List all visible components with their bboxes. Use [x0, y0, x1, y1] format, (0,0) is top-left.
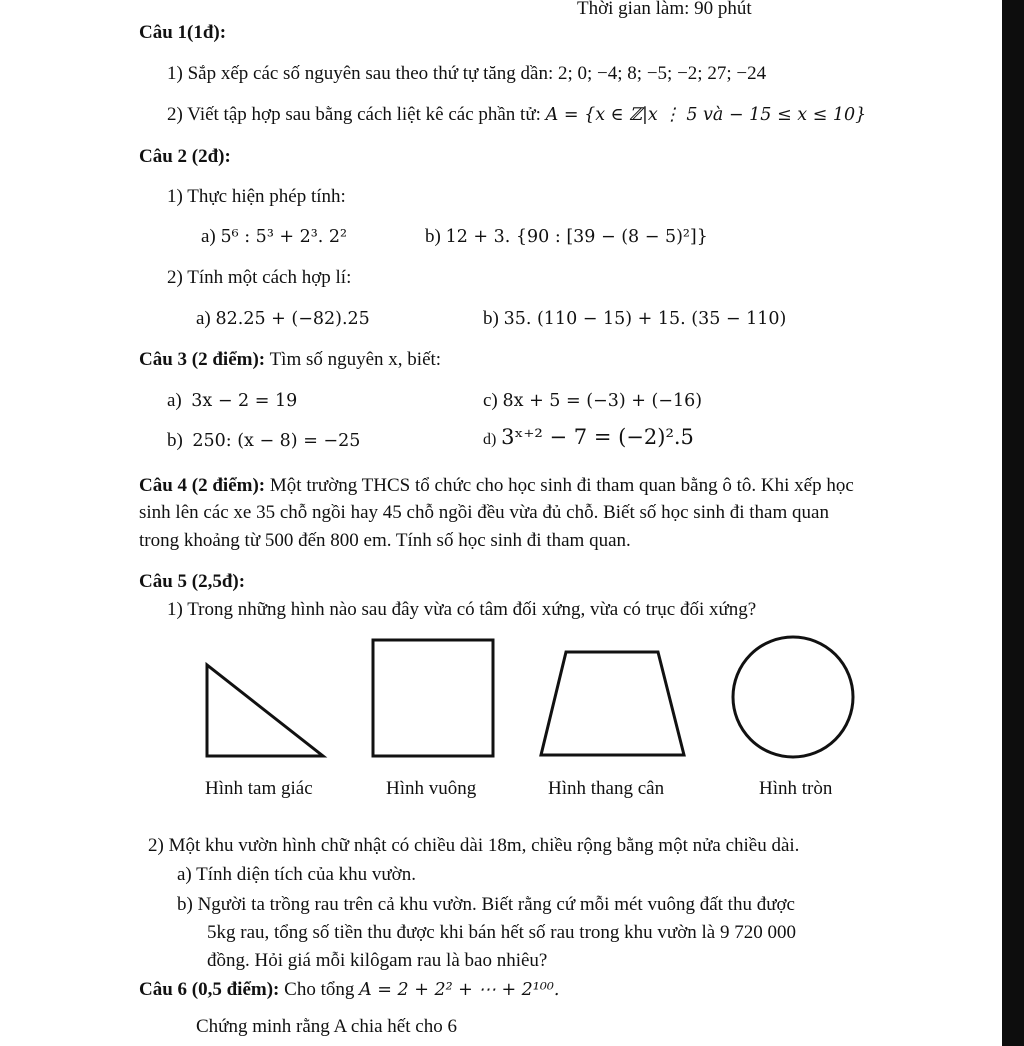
- shape-label-circle: Hình tròn: [759, 778, 833, 799]
- q3-a-expression: 3x − 2 = 19: [191, 391, 298, 411]
- q2-2a-label: a): [196, 308, 211, 329]
- q2-1b-label: b): [425, 226, 441, 247]
- q5-2a: a) Tính diện tích của khu vườn.: [177, 864, 416, 885]
- q5-part-1: 1) Trong những hình nào sau đây vừa có tâm đối xứng, vừa có trục đối xứng?: [167, 599, 757, 620]
- q5-2b-line-3: đồng. Hỏi giá mỗi kilôgam rau là bao nhiêu?: [207, 950, 548, 971]
- q4-line-2: sinh lên các xe 35 chỗ ngồi hay 45 chỗ ngồi đều vừa đủ chỗ. Biết số học sinh đi tham quan: [139, 502, 829, 523]
- triangle-shape: [207, 665, 323, 756]
- q5-2b-line-1: b) Người ta trồng rau trên cả khu vườn. Biết rằng cứ mỗi mét vuông đất thu được: [177, 894, 795, 915]
- q4-line-3: trong khoảng từ 500 đến 800 em. Tính số học sinh đi tham quan.: [139, 530, 631, 551]
- trapezoid-shape: [541, 652, 684, 755]
- q6-intro: Cho tổng: [284, 979, 355, 1000]
- q1-item-2-text: 2) Viết tập hợp sau bằng cách liệt kê các phần tử:: [167, 104, 541, 125]
- q2-1a-expression: 5⁶ : 5³ + 2³. 2²: [220, 227, 348, 247]
- q1-item-1: 1) Sắp xếp các số nguyên sau theo thứ tự tăng dần: 2; 0; −4; 8; −5; −2; 27; −24: [167, 63, 767, 84]
- q2-2b-expression: 35. (110 − 15) + 15. (35 − 110): [503, 309, 787, 329]
- q5-part-2: 2) Một khu vườn hình chữ nhật có chiều dài 18m, chiều rộng bằng một nửa chiều dài.: [148, 835, 800, 856]
- q5-title: Câu 5 (2,5đ):: [139, 571, 246, 592]
- square-shape: [373, 640, 493, 756]
- q3-d-label: d): [483, 431, 497, 448]
- q3-c-label: c): [483, 390, 498, 411]
- q2-part-2: 2) Tính một cách hợp lí:: [167, 267, 352, 288]
- q2-1a-label: a): [201, 226, 216, 247]
- q4-title: Câu 4 (2 điểm):: [139, 475, 266, 496]
- q2-title: Câu 2 (2đ):: [139, 146, 231, 167]
- q2-2a-expression: 82.25 + (−82).25: [215, 309, 370, 329]
- q6-proof: Chứng minh rằng A chia hết cho 6: [196, 1016, 457, 1037]
- q3-title: Câu 3 (2 điểm):: [139, 349, 266, 370]
- q5-2b-line-2: 5kg rau, tổng số tiền thu được khi bán hết số rau trong khu vườn là 9 720 000: [207, 922, 796, 943]
- q2-1b-expression: 12 + 3. {90 : [39 − (8 − 5)²]}: [445, 227, 708, 247]
- q1-title: Câu 1(1đ):: [139, 22, 227, 43]
- q3-a-label: a): [167, 390, 182, 411]
- q3-d-expression: 3ˣ⁺² − 7 = (−2)².5: [501, 425, 694, 449]
- exam-time-header: Thời gian làm: 90 phút: [577, 0, 752, 19]
- shape-label-trapezoid: Hình thang cân: [548, 778, 665, 799]
- q4-text-1: Một trường THCS tổ chức cho học sinh đi tham quan bằng ô tô. Khi xếp học: [269, 475, 854, 496]
- q2-2b-label: b): [483, 308, 499, 329]
- shape-label-square: Hình vuông: [386, 778, 477, 799]
- q3-b-label: b): [167, 430, 183, 451]
- q3-title-rest: Tìm số nguyên x, biết:: [269, 349, 442, 370]
- q3-c-expression: 8x + 5 = (−3) + (−16): [502, 391, 703, 411]
- q2-part-1: 1) Thực hiện phép tính:: [167, 186, 346, 207]
- q6-line: [139, 979, 559, 1001]
- q6-expression: A = 2 + 2² + ⋯ + 2¹⁰⁰.: [359, 980, 560, 1000]
- q1-set-expression: A = {x ∈ ℤ|x ⋮ 5 và − 15 ≤ x ≤ 10}: [545, 105, 867, 125]
- q3-b-expression: 250: (x − 8) = −25: [192, 431, 361, 451]
- q6-title: Câu 6 (0,5 điểm):: [139, 979, 280, 1000]
- circle-shape: [733, 637, 853, 757]
- shape-label-triangle: Hình tam giác: [205, 778, 313, 799]
